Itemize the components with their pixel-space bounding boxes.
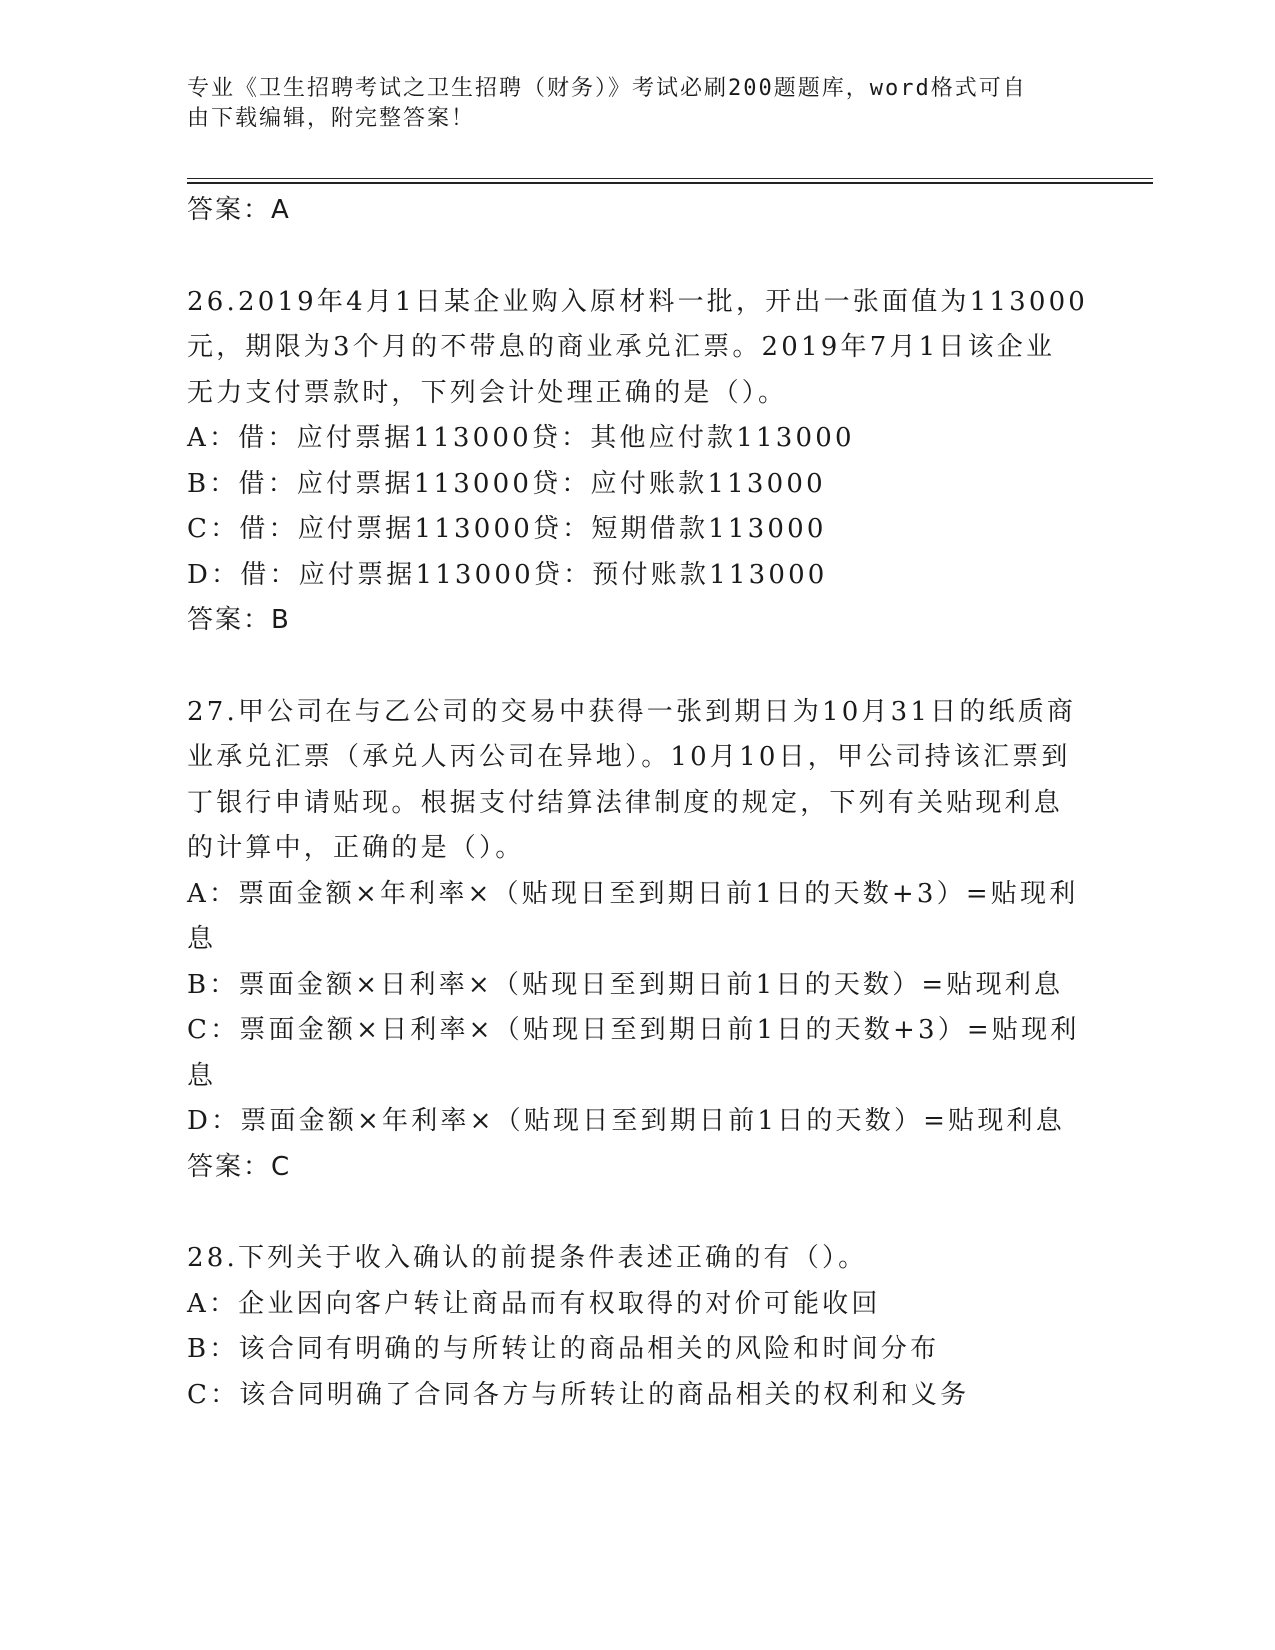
option-a: A：企业因向客户转让商品而有权取得的对价可能收回 xyxy=(187,1288,881,1319)
question-block xyxy=(187,690,1087,1191)
option-b: B：该合同有明确的与所转让的商品相关的风险和时间分布 xyxy=(187,1334,940,1364)
spacer xyxy=(187,644,1087,690)
question-stem-line: 的计算中，正确的是（）。 xyxy=(187,833,525,863)
header-line-1: 专业《卫生招聘考试之卫生招聘（财务）》考试必刷200题题库，word格式可自 xyxy=(187,76,1027,101)
option-a-continued: 息 xyxy=(187,924,217,954)
question-stem-line: 26.2019年4月1日某企业购入原材料一批，开出一张面值为113000 xyxy=(187,286,1089,317)
question-block xyxy=(187,280,1087,644)
option-a: A：借：应付票据113000贷：其他应付款113000 xyxy=(187,423,855,453)
question-stem-line: 28.下列关于收入确认的前提条件表述正确的有（）。 xyxy=(187,1243,868,1273)
document-body xyxy=(187,188,1087,1418)
option-c-continued: 息 xyxy=(187,1060,217,1091)
option-d: D：借：应付票据113000贷：预付账款113000 xyxy=(187,559,828,590)
answer-line: 答案：C xyxy=(187,1151,292,1182)
option-c: C：票面金额×日利率×（贴现日至到期日前1日的天数+3）=贴现利 xyxy=(187,1015,1080,1045)
option-b: B：票面金额×日利率×（贴现日至到期日前1日的天数）=贴现利息 xyxy=(187,969,1064,1000)
answer-line: 答案：B xyxy=(187,605,291,635)
document-header xyxy=(187,74,1067,134)
spacer xyxy=(187,1190,1087,1236)
option-a: A：票面金额×年利率×（贴现日至到期日前1日的天数+3）=贴现利 xyxy=(187,878,1079,909)
spacer xyxy=(187,234,1087,280)
header-divider-thin xyxy=(187,178,1153,179)
option-b: B：借：应付票据113000贷：应付账款113000 xyxy=(187,468,826,499)
question-stem-line: 业承兑汇票（承兑人丙公司在异地）。10月10日，甲公司持该汇票到 xyxy=(187,742,1071,772)
question-stem-line: 元，期限为3个月的不带息的商业承兑汇票。2019年7月1日该企业 xyxy=(187,332,1056,362)
question-stem-line: 无力支付票款时，下列会计处理正确的是（）。 xyxy=(187,377,788,408)
option-d: D：票面金额×年利率×（贴现日至到期日前1日的天数）=贴现利息 xyxy=(187,1106,1065,1136)
option-c: C：该合同明确了合同各方与所转让的商品相关的权利和义务 xyxy=(187,1379,970,1410)
header-divider-thick xyxy=(187,182,1153,184)
question-stem-line: 27.甲公司在与乙公司的交易中获得一张到期日为10月31日的纸质商 xyxy=(187,696,1077,727)
header-line-2: 由下载编辑，附完整答案！ xyxy=(187,106,476,131)
option-c: C：借：应付票据113000贷：短期借款113000 xyxy=(187,514,827,544)
previous-answer: 答案：A xyxy=(187,195,291,225)
question-block xyxy=(187,1236,1087,1418)
question-stem-line: 丁银行申请贴现。根据支付结算法律制度的规定，下列有关贴现利息 xyxy=(187,787,1064,818)
